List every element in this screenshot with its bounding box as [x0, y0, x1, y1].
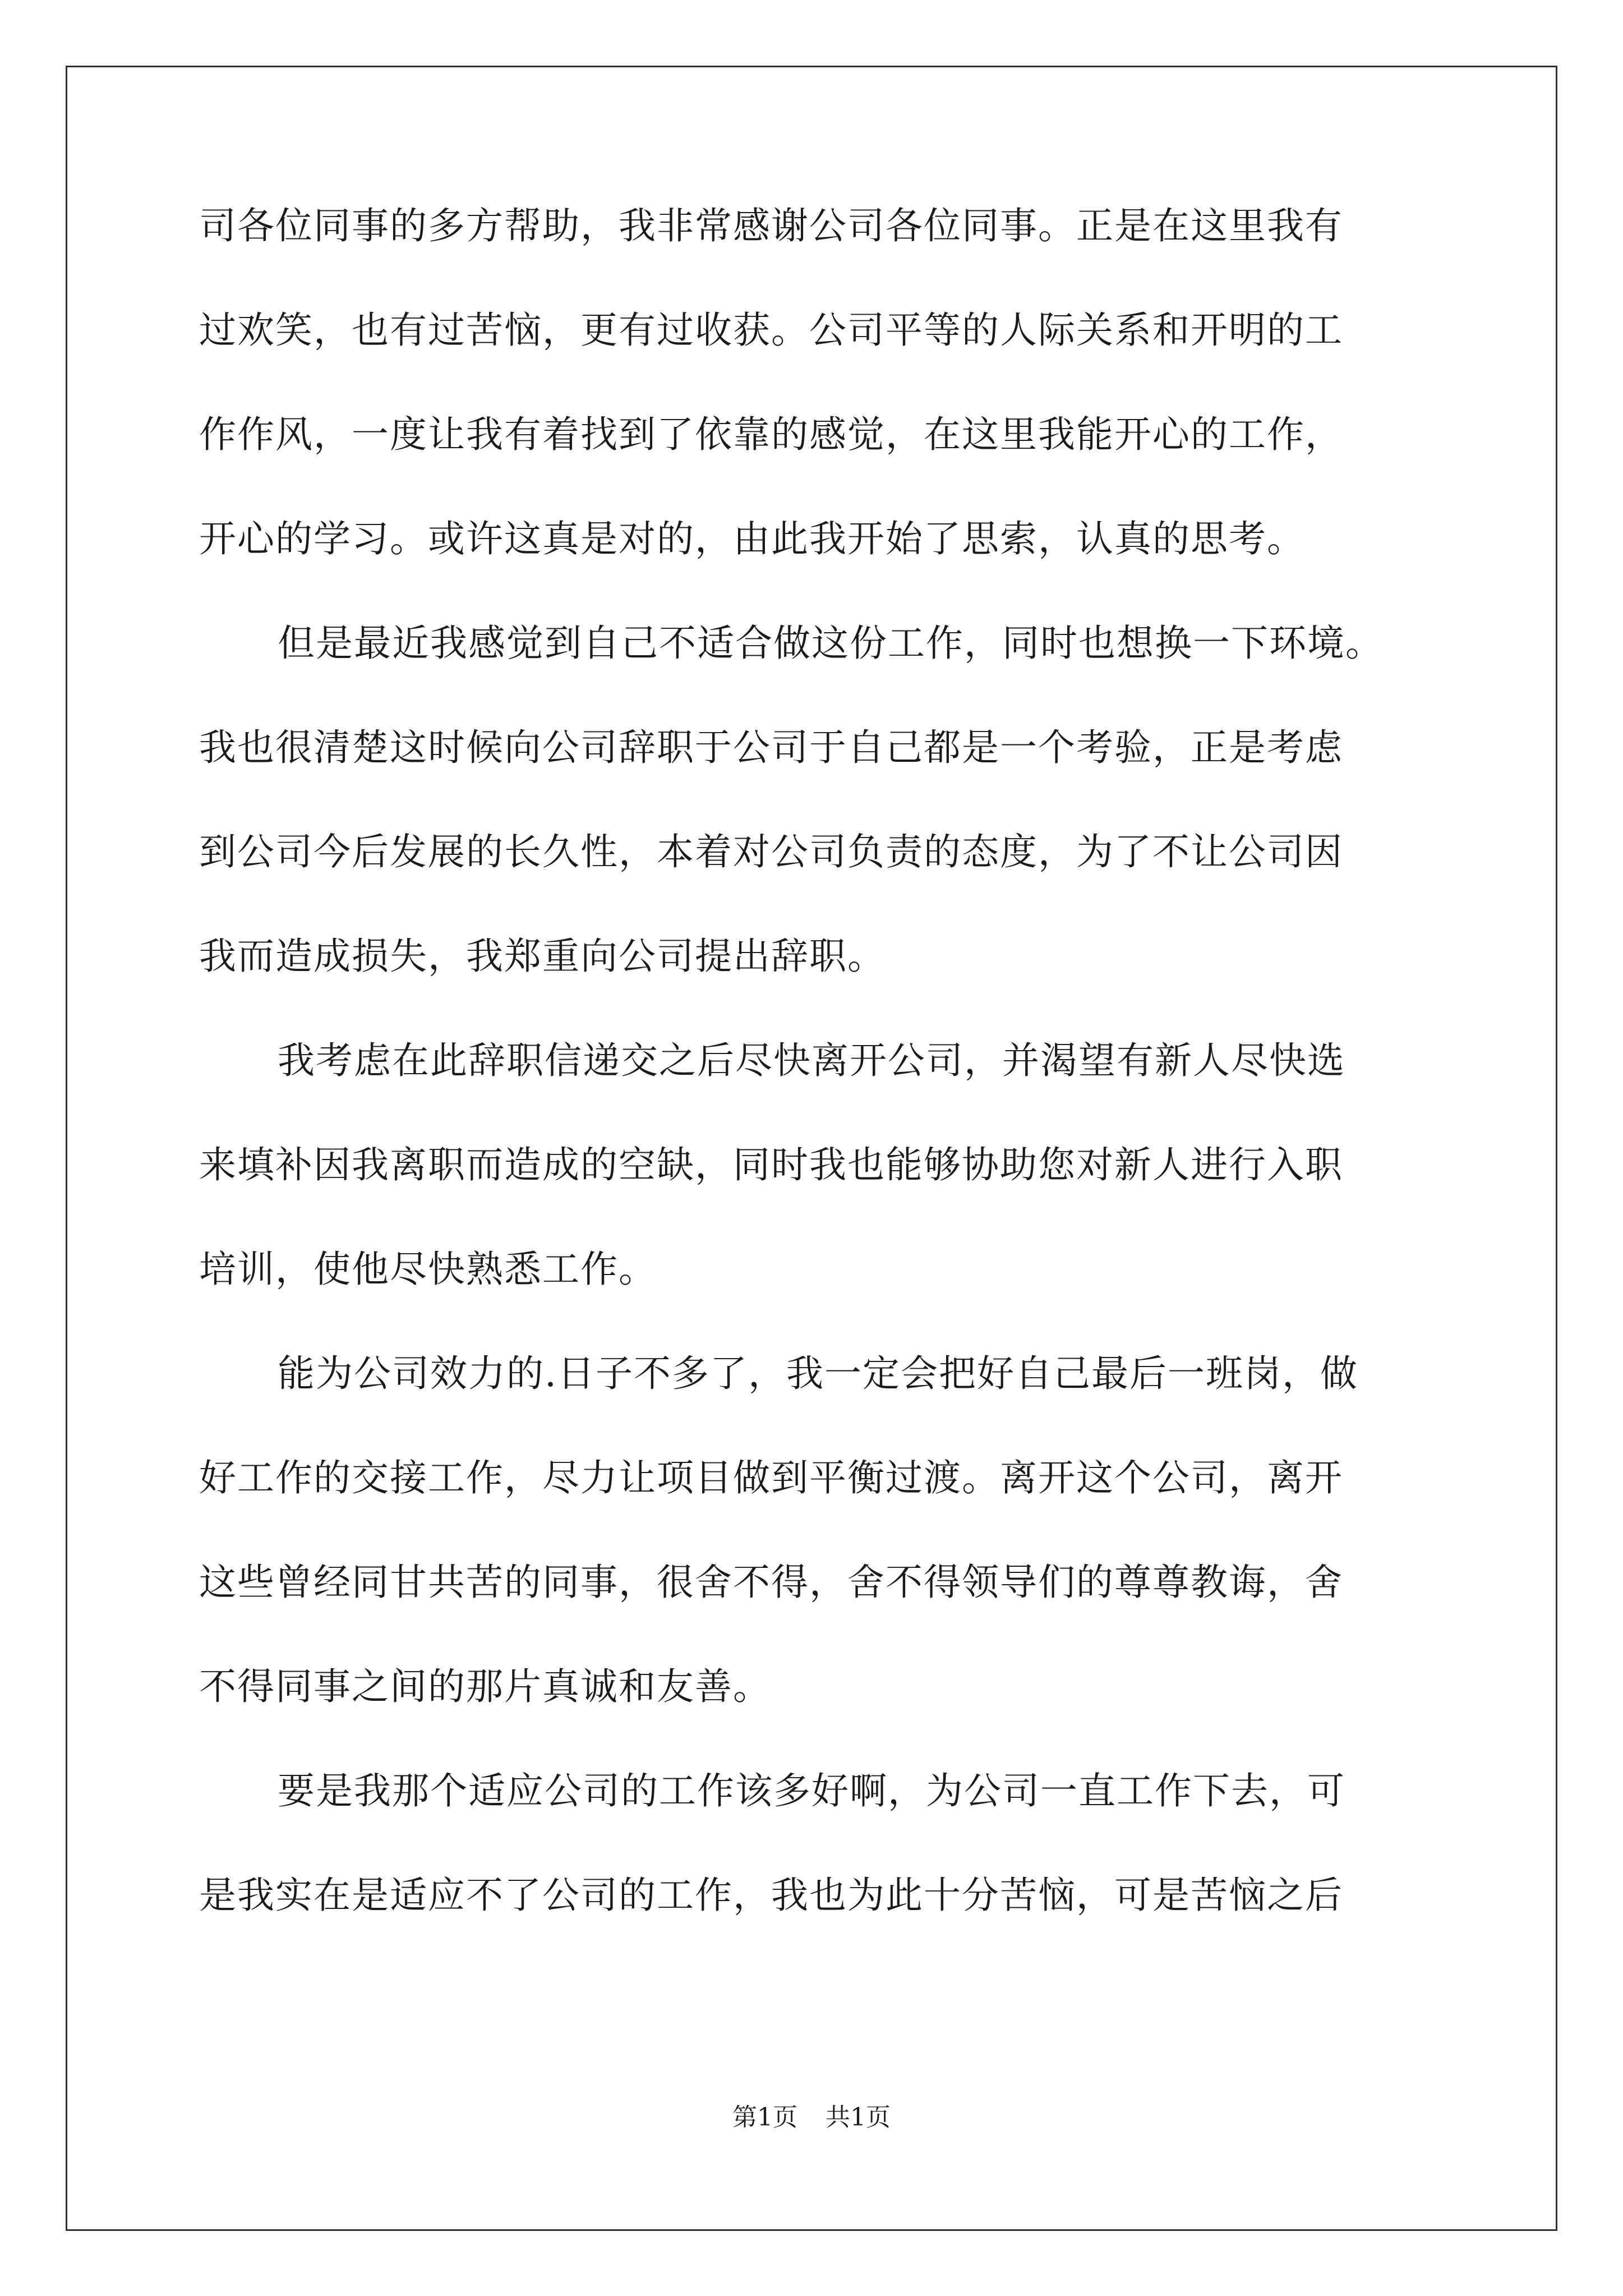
- text-line: 这些曾经同甘共苦的同事，很舍不得，舍不得领导们的尊尊教诲，舍: [199, 1561, 1343, 1604]
- text-line: 是我实在是适应不了公司的工作，我也为此十分苦恼，可是苦恼之后: [199, 1874, 1343, 1917]
- text-line: 能为公司效力的.日子不多了，我一定会把好自己最后一班岗，做: [278, 1352, 1358, 1395]
- text-line: 过欢笑，也有过苦恼，更有过收获。公司平等的人际关系和开明的工: [199, 309, 1343, 352]
- page-footer: [0, 2101, 1623, 2134]
- text-line: 作作风，一度让我有着找到了依靠的感觉，在这里我能开心的工作，: [199, 413, 1343, 456]
- text-line: 要是我那个适应公司的工作该多好啊，为公司一直工作下去，可: [278, 1769, 1345, 1812]
- text-line: 我考虑在此辞职信递交之后尽快离开公司，并渴望有新人尽快选: [278, 1039, 1345, 1082]
- text-line: 到公司今后发展的长久性，本着对公司负责的态度，为了不让公司因: [199, 830, 1343, 873]
- text-line: 来填补因我离职而造成的空缺，同时我也能够协助您对新人进行入职: [199, 1143, 1343, 1186]
- text-line: 培训，使他尽快熟悉工作。: [199, 1248, 657, 1291]
- page-number: 第1页: [732, 2103, 797, 2132]
- page-total: 共1页: [826, 2103, 891, 2132]
- text-line: 我而造成损失，我郑重向公司提出辞职。: [199, 935, 886, 978]
- text-line: 不得同事之间的那片真诚和友善。: [199, 1665, 771, 1708]
- text-line: 好工作的交接工作，尽力让项目做到平衡过渡。离开这个公司，离开: [199, 1456, 1343, 1499]
- text-line: 我也很清楚这时候向公司辞职于公司于自己都是一个考验，正是考虑: [199, 726, 1343, 769]
- text-line: 开心的学习。或许这真是对的，由此我开始了思索，认真的思考。: [199, 517, 1305, 560]
- text-line: 司各位同事的多方帮助，我非常感谢公司各位同事。正是在这里我有: [199, 204, 1343, 247]
- document-body: [199, 199, 1433, 1973]
- text-line: 但是最近我感觉到自己不适合做这份工作，同时也想换一下环境。: [278, 622, 1384, 665]
